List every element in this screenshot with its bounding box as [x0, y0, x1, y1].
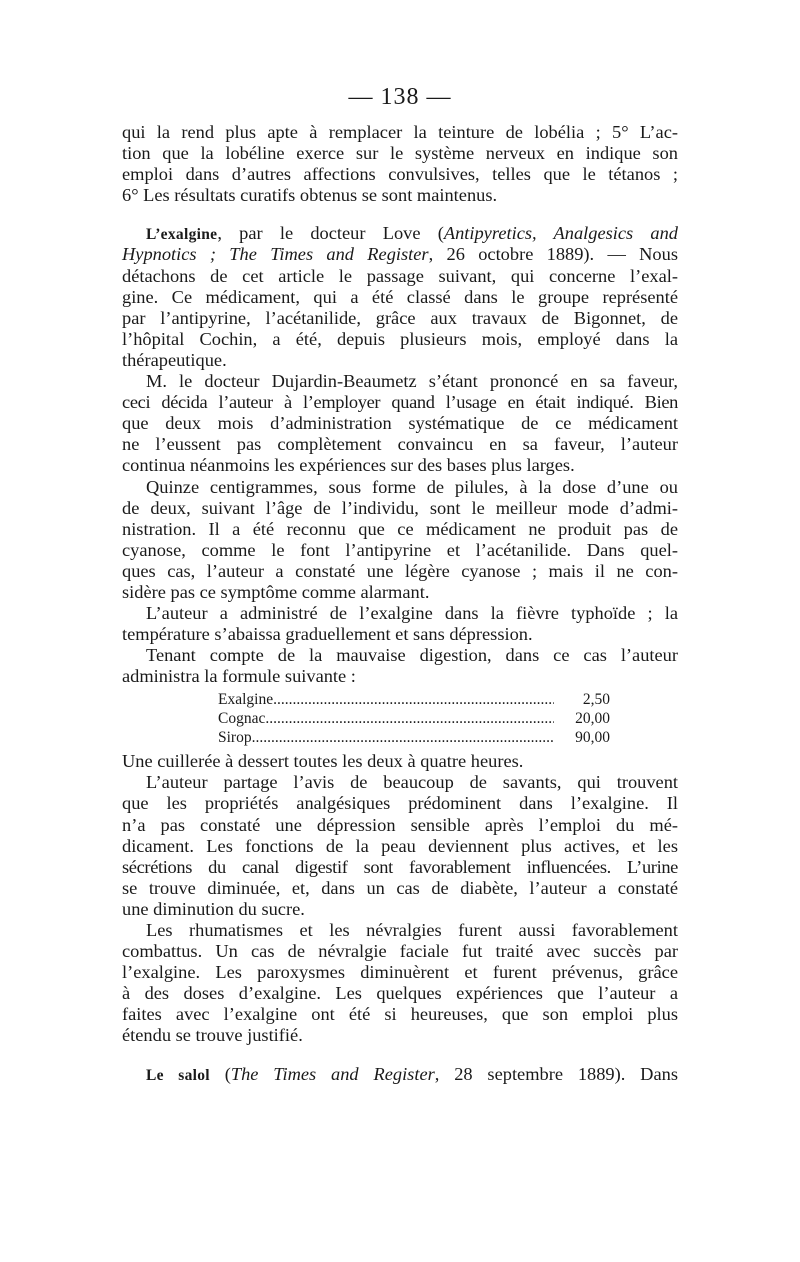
- formula-row: [218, 710, 610, 729]
- text-run: (: [209, 1063, 231, 1084]
- text-line: [122, 1064, 678, 1085]
- text-line: Les rhumatismes et les névralgies furent aussi favorablement: [146, 919, 678, 940]
- formula-quantity: 90,00: [575, 728, 610, 746]
- body-text: [122, 122, 678, 1085]
- text-run: , 26 octobre 1889). — Nous: [428, 244, 678, 265]
- formula-quantity: 20,00: [575, 710, 610, 728]
- text-run: , par le docteur Love (: [217, 223, 444, 244]
- text-run: , 28 septembre 1889). Dans: [434, 1063, 678, 1084]
- formula-row: [218, 729, 610, 748]
- text-line: à des doses d’exalgine. Les quelques expériences que l’auteur a: [122, 983, 678, 1004]
- text-line: thérapeutique.: [122, 349, 227, 370]
- text-line: 6° Les résultats curatifs obtenus se sont maintenus.: [122, 185, 498, 206]
- text-line: ceci décida l’auteur à l’employer quand l’usage en était indiqué. Bien: [122, 392, 678, 413]
- text-line: tion que la lobéline exerce sur le système nerveux en indique son: [122, 143, 678, 164]
- formula-ingredient: Exalgine: [218, 691, 274, 709]
- text-line: M. le docteur Dujardin-Beaumetz s’étant prononcé en sa faveur,: [146, 371, 678, 392]
- text-line: dicament. Les fonctions de la peau deviennent plus actives, et les: [122, 835, 678, 856]
- text-line: que deux mois d’administration systématique de ce médicament: [122, 413, 678, 434]
- text-line: sidère pas ce symptôme comme alarmant.: [122, 581, 430, 602]
- text-line: Tenant compte de la mauvaise digestion, dans ce cas l’auteur: [146, 645, 678, 666]
- text-line: administra la formule suivante :: [122, 666, 356, 687]
- text-line: détachons de cet article le passage suivant, qui concerne l’exal-: [122, 265, 678, 286]
- formula-row: [218, 691, 610, 710]
- text-line: [122, 223, 678, 244]
- text-line: n’a pas constaté une dépression sensible après l’emploi du mé-: [122, 814, 678, 835]
- text-line: par l’antipyrine, l’acétanilide, grâce aux travaux de Bigonnet, de: [122, 307, 678, 328]
- formula-quantity: 2,50: [582, 691, 610, 709]
- text-line: l’exalgine. Les paroxysmes diminuèrent et furent prévenus, grâce: [122, 962, 678, 983]
- italic-citation: Hypnotics ; The Times and Register: [122, 244, 429, 265]
- text-line: Une cuillerée à dessert toutes les deux à quatre heures.: [122, 751, 524, 772]
- formula-ingredient: Sirop: [218, 728, 252, 746]
- text-line: étendu se trouve justifié.: [122, 1025, 303, 1046]
- section-heading: L’exalgine: [146, 226, 218, 244]
- paragraph-gap: [122, 206, 678, 223]
- text-line: qui la rend plus apte à remplacer la teinture de lobélia ; 5° L’ac-: [122, 122, 678, 142]
- text-line: l’hôpital Cochin, a été, depuis plusieurs mois, employé dans la: [122, 328, 678, 349]
- text-line: température s’abaissa graduellement et sans dépression.: [122, 624, 533, 645]
- italic-citation: The Times and Register: [230, 1063, 435, 1084]
- section-heading: Le salol: [146, 1066, 210, 1084]
- text-line: faites avec l’exalgine ont été si heureuses, que son emploi plus: [122, 1004, 678, 1025]
- text-line: ne l’eussent pas complètement convaincu en sa faveur, l’auteur: [122, 434, 678, 455]
- page-number: — 138 —: [348, 84, 452, 110]
- text-line: que les propriétés analgésiques prédominent dans l’exalgine. Il: [122, 793, 678, 814]
- dot-leader: [265, 710, 554, 729]
- formula-table: [218, 691, 610, 747]
- text-line: une diminution du sucre.: [122, 898, 305, 919]
- text-line: continua néanmoins les expériences sur des bases plus larges.: [122, 455, 575, 476]
- text-line: combattus. Un cas de névralgie faciale fut traité avec succès par: [122, 941, 678, 962]
- text-line: L’auteur partage l’avis de beaucoup de savants, qui trouvent: [146, 772, 678, 793]
- text-line: L’auteur a administré de l’exalgine dans la fièvre typhoïde ; la: [146, 603, 678, 624]
- text-line: ques cas, l’auteur a constaté une légère cyanose ; mais il ne con-: [122, 560, 678, 581]
- italic-citation: Antipyretics, Analgesics and: [443, 223, 678, 244]
- text-line: gine. Ce médicament, qui a été classé dans le groupe représenté: [122, 286, 678, 307]
- dot-leader: [273, 691, 554, 710]
- dot-leader: [252, 729, 554, 748]
- text-line: nistration. Il a été reconnu que ce médicament ne produit pas de: [122, 518, 678, 539]
- text-line: Quinze centigrammes, sous forme de pilules, à la dose d’une ou: [146, 476, 678, 497]
- paragraph-gap: [122, 1047, 678, 1064]
- text-line: emploi dans d’autres affections convulsives, telles que le tétanos ;: [122, 164, 678, 185]
- formula-ingredient: Cognac: [218, 710, 266, 728]
- text-line: de deux, suivant l’âge de l’individu, sont le meilleur mode d’admi-: [122, 497, 678, 518]
- text-line: [122, 244, 678, 265]
- text-line: se trouve diminuée, et, dans un cas de diabète, l’auteur a constaté: [122, 877, 678, 898]
- text-line: cyanose, comme le font l’antipyrine et l’acétanilide. Dans quel-: [122, 539, 678, 560]
- text-line: sécrétions du canal digestif sont favorablement influencées. L’urine: [122, 856, 678, 877]
